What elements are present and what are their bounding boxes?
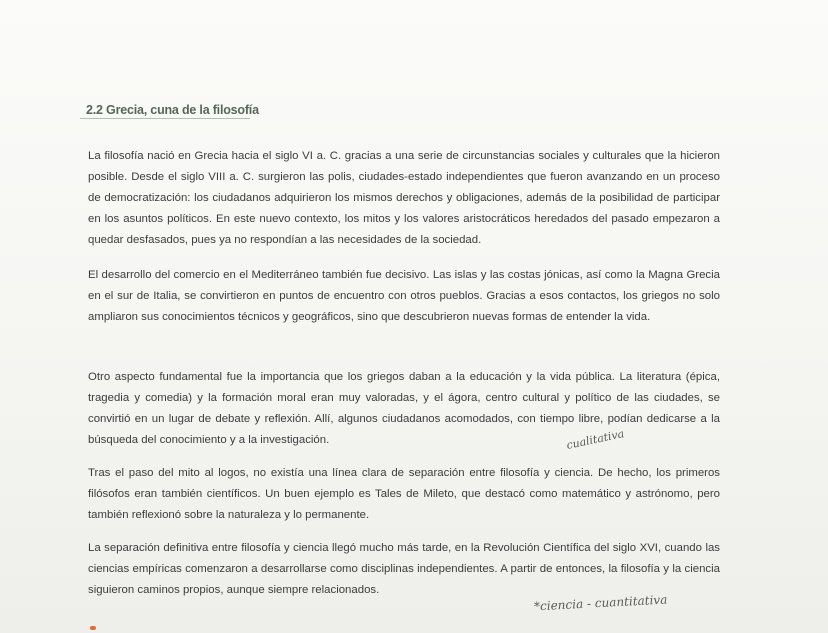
paragraph-5-text: La separación definitiva entre filosofía y ciencia llegó mucho más tarde, en la Revolución Científica del siglo XVI, cuando las ciencias empíricas comenzaron a desarrollarse como disciplinas independientes. A partir de entonces, la filosofía y la ciencia siguieron caminos propios, aunque siempre relacionados. (88, 542, 720, 596)
paragraph-3-text: Otro aspecto fundamental fue la importancia que los griegos daban a la educación y la vida pública. La literatura (épica, tragedia y comedia) y la formación moral eran muy valoradas, y el ágora, centro cultural y político de las ciudades, se convirtió en un lugar de debate y reflexión. Allí, algunos ciudadanos acomodados, con tiempo libre, podían dedicarse a la búsqueda del conocimiento y a la investigación. (88, 371, 720, 446)
paragraph-4-text: Tras el paso del mito al logos, no existía una línea clara de separación entre filosofía y ciencia. De hecho, los primeros filósofos eran también científicos. Un buen ejemplo es Tales de Mileto, que destacó como matemático y astrónomo, pero también reflexionó sobre la naturaleza y lo permanente. (88, 467, 720, 521)
section-heading: 2.2 Grecia, cuna de la filosofía (86, 103, 259, 117)
highlighter-mark (90, 626, 96, 630)
paragraph-1 (88, 146, 720, 251)
paragraph-2 (88, 265, 720, 328)
paragraph-3 (88, 367, 720, 451)
handwritten-note-bottom: *ciencia - cuantitativa (533, 592, 668, 614)
paragraph-1-text: La filosofía nació en Grecia hacia el siglo VI a. C. gracias a una serie de circunstancias sociales y culturales que la hicieron posible. Desde el siglo VIII a. C. surgieron las polis, ciudades-estado independientes que fueron avanzando en un proceso de democratización: los ciudadanos adquirieron los mismos derechos y obligaciones, además de la posibilidad de participar en los asuntos políticos. En este nuevo contexto, los mitos y los valores aristocráticos heredados del pasado empezaron a quedar desfasados, pues ya no respondían a las necesidades de la sociedad. (88, 150, 720, 246)
paragraph-2-text: El desarrollo del comercio en el Mediterráneo también fue decisivo. Las islas y las costas jónicas, así como la Magna Grecia en el sur de Italia, se convirtieron en puntos de encuentro con otros pueblos. Gracias a esos contactos, los griegos no solo ampliaron sus conocimientos técnicos y geográficos, sino que descubrieron nuevas formas de entender la vida. (88, 269, 720, 323)
heading-underline (80, 118, 250, 119)
paragraph-5 (88, 538, 720, 601)
paragraph-4 (88, 463, 720, 526)
handwritten-note-top: cualitativa (565, 427, 626, 452)
